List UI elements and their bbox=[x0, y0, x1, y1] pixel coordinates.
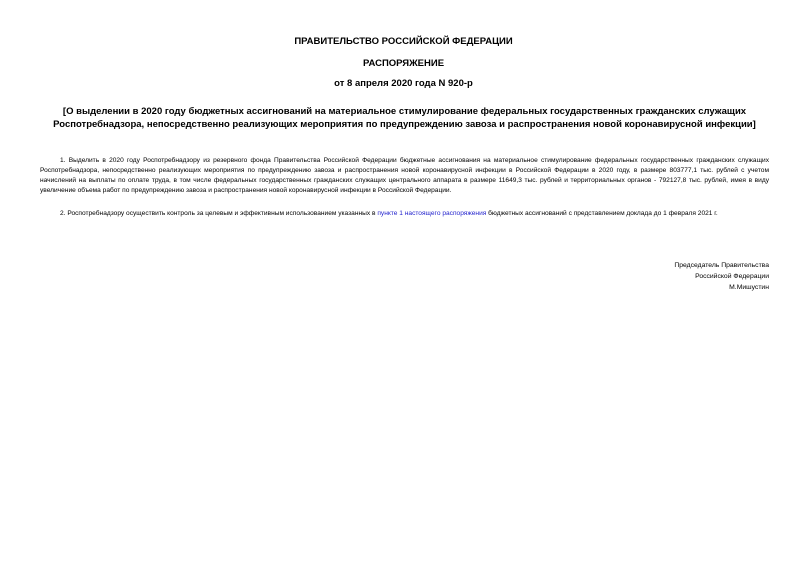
paragraph-2 bbox=[40, 209, 769, 219]
paragraph-2-text-before: 2. Роспотребнадзору осуществить контроль за целевым и эффективным использованием указанных в bbox=[60, 210, 378, 217]
signature-position: Председатель Правительства bbox=[674, 262, 769, 269]
signature-organization: Российской Федерации bbox=[695, 273, 769, 280]
document-title: [О выделении в 2020 году бюджетных ассигнований на материальное стимулирование федеральных государственных гражданских служащих Роспотребнадзора, непосредственно реализующих мероприятия по предупреждению завоза и распространения новой коронавирусной инфекции] bbox=[53, 106, 756, 130]
signature-name: М.Мишустин bbox=[729, 284, 769, 291]
document-date-number: от 8 апреля 2020 года N 920-р bbox=[334, 78, 473, 89]
reference-link-point-1[interactable]: пункте 1 настоящего распоряжения bbox=[377, 210, 487, 217]
government-heading: ПРАВИТЕЛЬСТВО РОССИЙСКОЙ ФЕДЕРАЦИИ bbox=[294, 36, 513, 47]
paragraph-1: 1. Выделить в 2020 году Роспотребнадзору из резервного фонда Правительства Российской Федерации бюджетные ассигнования на материальное стимулирование федеральных государственных гражданских служащих Роспотребнадзора, непосредственно реализующих мероприятия по предупреждению завоза и распространения новой коронавирусной инфекции в Российской Федерации в 2020 году, в размере 803777,1 тыс. рублей с учетом начислений на выплаты по оплате труда, в том числе федеральных государственных гражданских служащих центрального аппарата в размере 11649,3 тыс. рублей и территориальных органов - 792127,8 тыс. рублей, имея в виду увеличение объема работ по предупреждению завоза и распространения новой коронавирусной инфекции в Российской Федерации. bbox=[40, 157, 769, 194]
paragraph-2-text-after: бюджетных ассигнований с представлением доклада до 1 февраля 2021 г. bbox=[486, 210, 718, 217]
document-type-heading: РАСПОРЯЖЕНИЕ bbox=[362, 58, 445, 69]
